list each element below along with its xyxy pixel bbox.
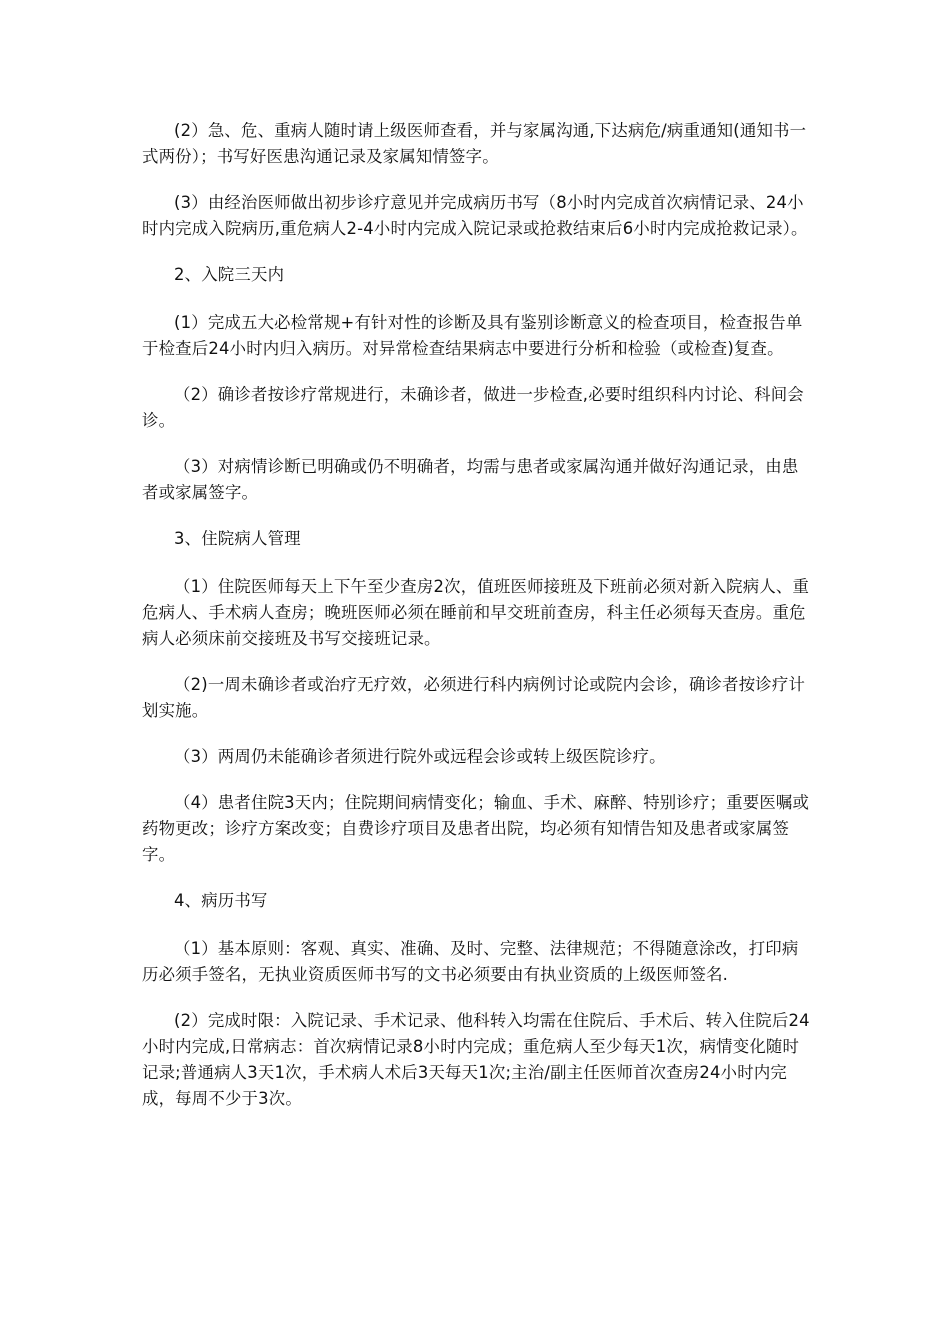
section-heading-medical-records: 4、病历书写: [174, 891, 268, 910]
paragraph-family-communication: （3）对病情诊断已明确或仍不明确者，均需与患者或家属沟通并做好沟通记录，由患者或家属签字。: [142, 457, 799, 502]
paragraph-one-week-consultation: （2)一周未确诊者或治疗无疗效，必须进行科内病例讨论或院内会诊，确诊者按诊疗计划实施。: [142, 675, 806, 720]
paragraph-two-week-consultation: （3）两周仍未能确诊者须进行院外或远程会诊或转上级医院诊疗。: [174, 747, 666, 766]
section-heading-first-three-days: 2、入院三天内: [174, 265, 285, 284]
paragraph-ward-rounds: （1）住院医师每天上下午至少查房2次，值班医师接班及下班前必须对新入院病人、重危病人、手术病人查房；晚班医师必须在睡前和早交班前查房，科主任必须每天查房。重危病人必须床前交接班及书写交接班记录。: [142, 577, 810, 648]
paragraph-record-deadlines: (2）完成时限：入院记录、手术记录、他科转入均需在住院后、手术后、转入住院后24小时内完成,日常病志：首次病情记录8小时内完成；重危病人至少每天1次，病情变化随时记录;普通病人3天1次，手术病人术后3天每天1次;主治/副主任医师首次查房24小时内完成，每周不少于3次。: [142, 1011, 810, 1108]
paragraph-informed-consent: （4）患者住院3天内；住院期间病情变化；输血、手术、麻醉、特别诊疗；重要医嘱或药物更改；诊疗方案改变；自费诊疗项目及患者出院，均必须有知情告知及患者或家属签字。: [142, 793, 810, 864]
paragraph-record-principles: （1）基本原则：客观、真实、准确、及时、完整、法律规范；不得随意涂改，打印病历必须手签名，无执业资质医师书写的文书必须要由有执业资质的上级医师签名.: [142, 939, 799, 984]
document-body: [142, 118, 810, 1132]
paragraph-routine-exams: (1）完成五大必检常规+有针对性的诊断及具有鉴别诊断意义的检查项目，检查报告单于检查后24小时内归入病历。对异常检查结果病志中要进行分析和检验（或检查)复查。: [142, 313, 803, 358]
section-heading-inpatient-management: 3、住院病人管理: [174, 529, 301, 548]
paragraph-initial-record-deadline: (3）由经治医师做出初步诊疗意见并完成病历书写（8小时内完成首次病情记录、24小时内完成入院病历,重危病人2-4小时内完成入院记录或抢救结束后6小时内完成抢救记录）。: [142, 193, 808, 238]
paragraph-critical-patient-notice: (2）急、危、重病人随时请上级医师查看，并与家属沟通,下达病危/病重通知(通知书一式两份）；书写好医患沟通记录及家属知情签字。: [142, 121, 807, 166]
paragraph-diagnosis-process: （2）确诊者按诊疗常规进行，未确诊者，做进一步检查,必要时组织科内讨论、科间会诊。: [142, 385, 804, 430]
